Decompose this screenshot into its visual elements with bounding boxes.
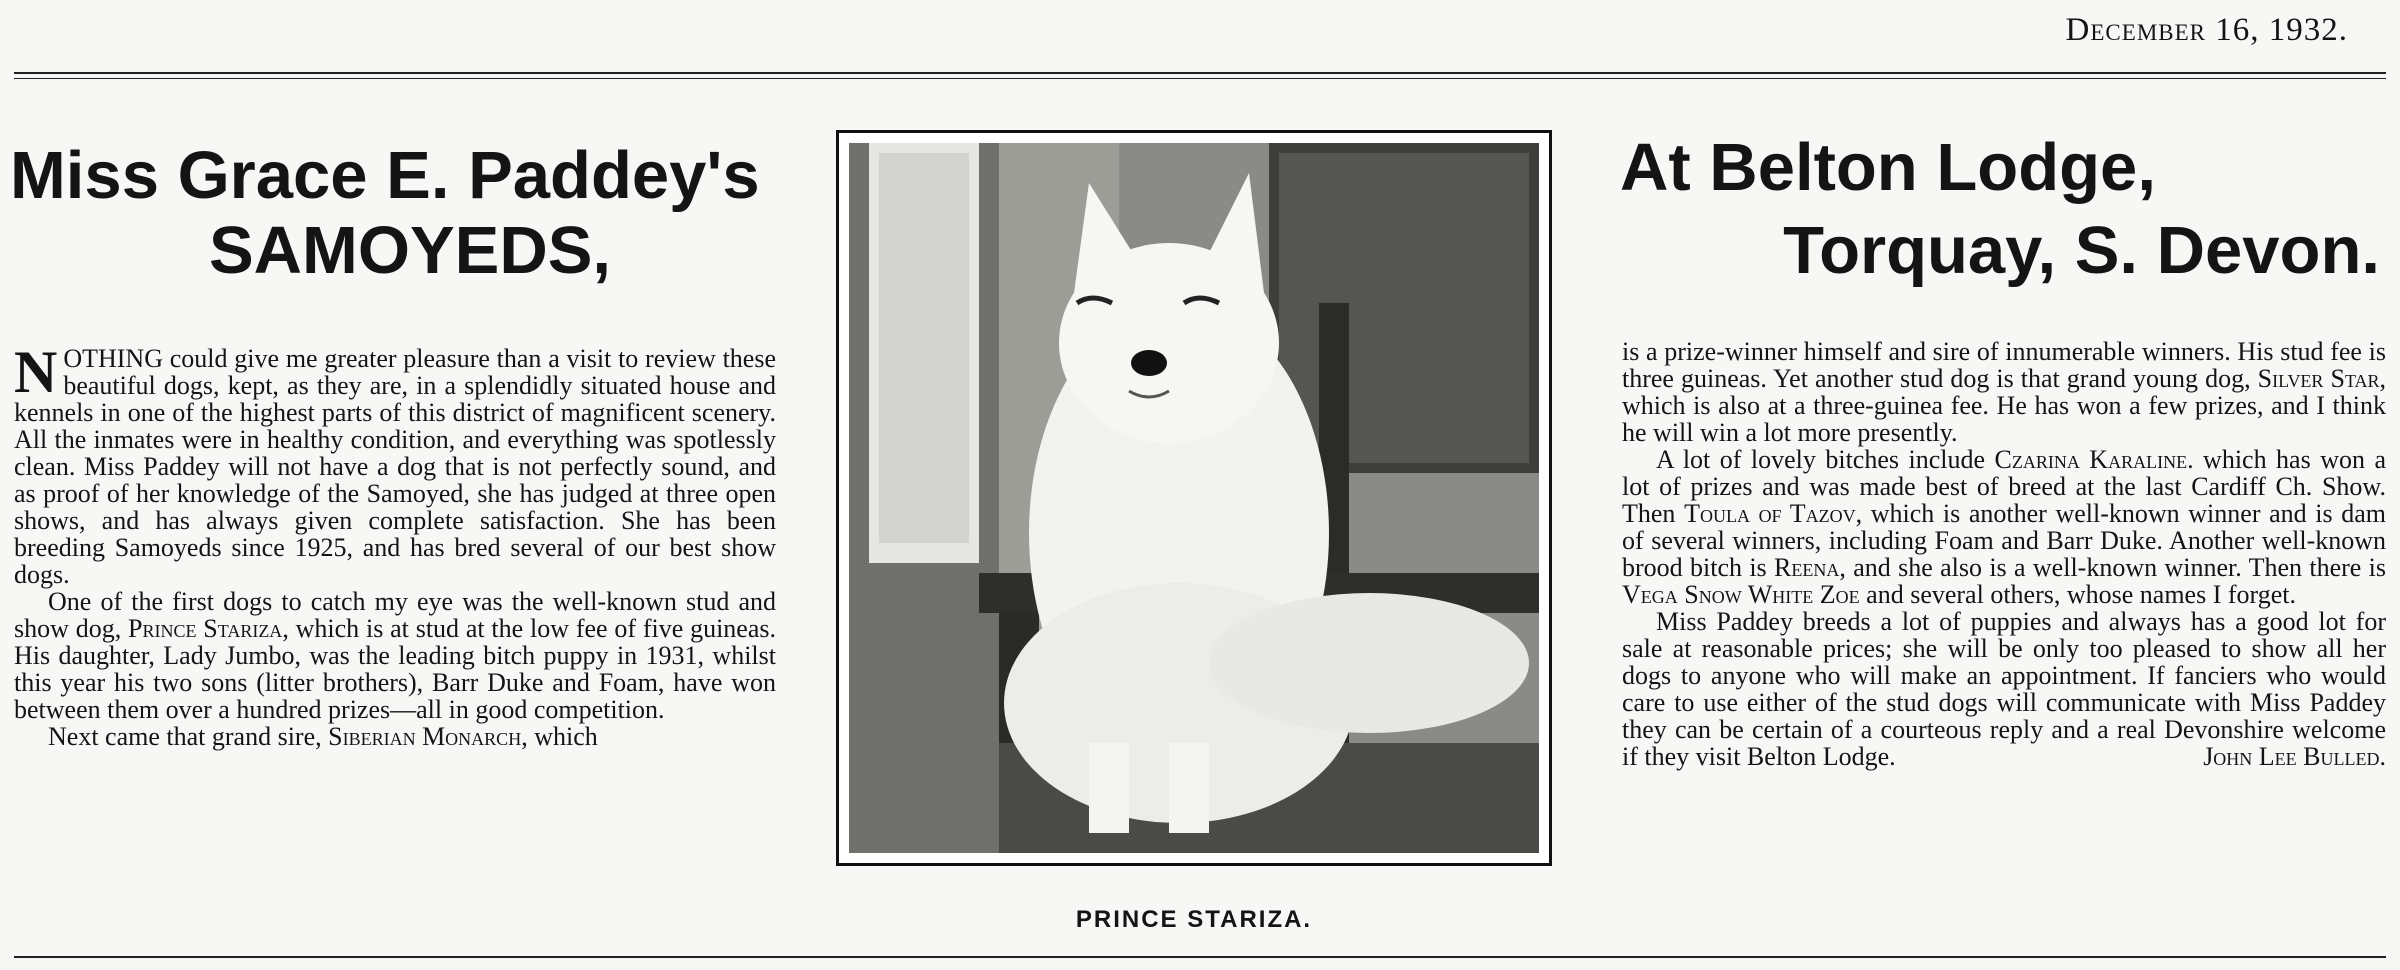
photo-caption: PRINCE STARIZA. <box>1075 906 1313 933</box>
paragraph-text: , which is also at a three-guinea fee. He has won a few prizes, and I think he will win a lot more presently. <box>1622 364 2386 447</box>
article-paragraph <box>14 588 776 723</box>
paragraph-text: , which <box>521 722 598 751</box>
author-signature: John Lee Bulled. <box>2203 742 2386 771</box>
paragraph-text: , which is another well-known winner and is dam of several winners, including Foam and Barr Duke. Another well-known brood bitch is <box>1622 499 2387 582</box>
bottom-rule <box>14 956 2386 958</box>
article-paragraph <box>1622 608 2386 770</box>
dog-name: Siberian Monarch <box>328 722 522 751</box>
dog-name: Reena <box>1774 553 1840 582</box>
dog-photo <box>836 130 1552 866</box>
top-rule-thin <box>14 78 2386 79</box>
article-paragraph <box>14 339 776 589</box>
paragraph-text: Next came that grand sire, <box>48 722 329 751</box>
headline-left-line1: Miss Grace E. Paddey's <box>10 138 760 213</box>
paragraph-text: OTHING could give me greater pleasure than a visit to review these beautiful dogs, kept, as they are, in a splendidly situated house and kennels in one of the highest parts of this district of magnificent scenery. All the inmates were in healthy condition, and everything was spotlessly clean. Miss Paddey will not have a dog that is not perfectly sound, and as proof of her knowledge of the Samoyed, she has judged at three open shows, and has always given complete satisfaction. She has been breeding Samoyeds since 1925, and has bred several of our best show dogs. <box>14 344 776 589</box>
paragraph-text: is a prize-winner himself and sire of innumerable winners. His stud fee is three guineas. Yet another stud dog is that grand young dog, <box>1622 337 2386 393</box>
dog-name: Toula of Tazov <box>1684 499 1856 528</box>
drop-cap: N <box>14 339 58 405</box>
paragraph-text: . which has won a lot of prizes and was made best of breed at the last Cardiff Ch. Show. Then <box>1622 445 2386 528</box>
dog-name: Silver Star <box>2257 364 2380 393</box>
article-column-left <box>14 339 776 930</box>
dog-name: Czarina Karaline <box>1994 445 2188 474</box>
article-paragraph <box>1622 446 2386 608</box>
headline-right <box>1620 130 2380 288</box>
headline-left-line2: SAMOYEDS, <box>208 213 612 289</box>
dog-name: Prince Stariza <box>128 614 283 643</box>
issue-date: December 16, 1932. <box>2065 12 2348 48</box>
article-column-right <box>1622 338 2386 930</box>
headline-right-line1: At Belton Lodge, <box>1620 130 2156 205</box>
headline-left <box>10 138 780 288</box>
article-paragraph <box>14 723 776 750</box>
paragraph-text: , and she also is a well-known winner. Then there is <box>1839 553 2386 582</box>
paragraph-text: Miss Paddey breeds a lot of puppies and always has a good lot for sale at reasonable prices; she will be only too pleased to show all her dogs to anyone who will make an appointment. If fanciers who would care to use either of the stud dogs will communicate with Miss Paddey they can be certain of a courteous reply and a real Devonshire welcome if they visit Belton Lodge. <box>1622 607 2386 771</box>
paragraph-text: and several others, whose names I forget. <box>1859 580 2296 609</box>
dog-name: Vega Snow White Zoe <box>1622 580 1860 609</box>
paragraph-text: A lot of lovely bitches include <box>1656 445 1995 474</box>
paragraph-text: One of the first dogs to catch my eye was the well-known stud and show dog, <box>14 587 776 643</box>
paragraph-text: , which is at stud at the low fee of five guineas. His daughter, Lady Jumbo, was the leading bitch puppy in 1931, whilst this year his two sons (litter brothers), Barr Duke and Foam, have won between them over a hundred prizes—all in good competition. <box>14 614 776 724</box>
samoyed-photo-illustration <box>849 143 1539 853</box>
headline-right-line2: Torquay, S. Devon. <box>1783 213 2380 289</box>
top-rule <box>14 72 2386 74</box>
article-paragraph <box>1622 338 2386 446</box>
